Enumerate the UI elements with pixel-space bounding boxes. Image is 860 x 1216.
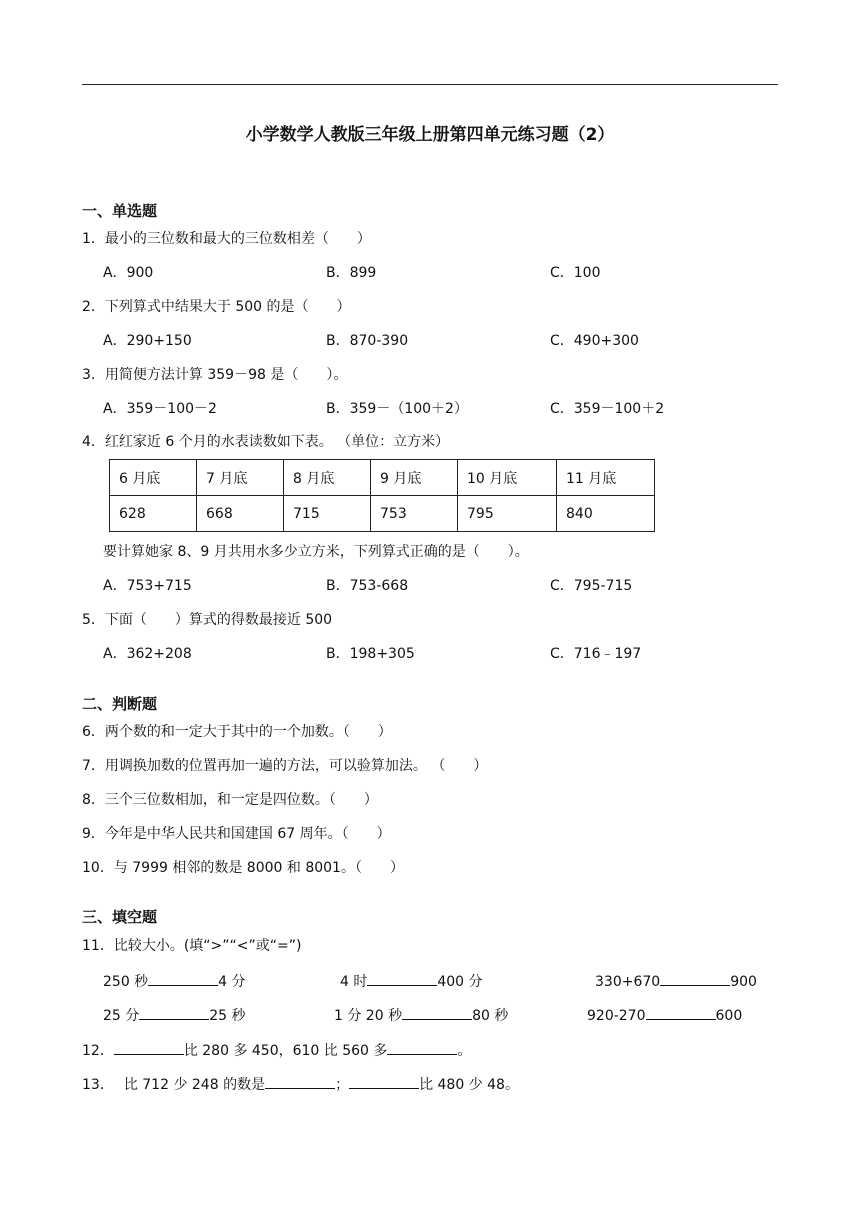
question-9: 9．今年是中华人民共和国建国 67 周年。（ ） bbox=[82, 826, 391, 842]
comparison-right: 600 bbox=[715, 1008, 743, 1024]
table-cell: 795 bbox=[458, 496, 557, 532]
question-2-option-b: B．870-390 bbox=[326, 333, 409, 349]
question-5-option-a: A．362+208 bbox=[103, 646, 192, 662]
question-7: 7．用调换加数的位置再加一遍的方法，可以验算加法。 （ ） bbox=[82, 758, 488, 774]
question-5-stem: 5．下面（ ）算式的得数最接近 500 bbox=[82, 612, 333, 628]
question-12-text: 比 280 多 450，610 比 560 多 bbox=[183, 1043, 388, 1059]
table-cell: 628 bbox=[110, 496, 197, 532]
comparison-right: 25 秒 bbox=[209, 1008, 246, 1024]
comparison-left: 920-270 bbox=[587, 1008, 646, 1024]
header-rule bbox=[82, 84, 778, 85]
answer-blank[interactable] bbox=[660, 971, 730, 986]
table-header-cell: 9 月底 bbox=[371, 460, 458, 496]
question-13 bbox=[82, 1074, 519, 1094]
comparison-item bbox=[103, 1005, 246, 1025]
question-1-option-a: A．900 bbox=[103, 265, 154, 281]
section-heading-fill-blank: 三、填空题 bbox=[82, 908, 158, 926]
section-heading-true-false: 二、判断题 bbox=[82, 695, 158, 713]
question-number: 13． bbox=[82, 1077, 114, 1093]
table-cell: 840 bbox=[557, 496, 655, 532]
answer-blank[interactable] bbox=[646, 1005, 716, 1020]
comparison-item bbox=[595, 971, 757, 991]
answer-blank[interactable] bbox=[402, 1005, 472, 1020]
water-meter-table bbox=[109, 459, 655, 532]
question-1-option-b: B．899 bbox=[326, 265, 377, 281]
table-row bbox=[110, 496, 655, 532]
question-13-text: 比 712 少 248 的数是 bbox=[123, 1077, 266, 1093]
question-1-option-c: C．100 bbox=[550, 265, 601, 281]
answer-blank[interactable] bbox=[148, 971, 218, 986]
question-4-stem: 4．红红家近 6 个月的水表读数如下表。 （单位：立方米） bbox=[82, 434, 450, 450]
question-13-end: 比 480 少 48。 bbox=[419, 1077, 519, 1093]
question-11-stem: 11．比较大小。(填“>”“<”或“=”) bbox=[82, 938, 302, 954]
question-12 bbox=[82, 1040, 471, 1060]
table-header-cell: 6 月底 bbox=[110, 460, 197, 496]
question-5-option-b: B．198+305 bbox=[326, 646, 415, 662]
question-3-option-b: B．359－（100＋2） bbox=[326, 401, 468, 417]
table-header-cell: 10 月底 bbox=[458, 460, 557, 496]
comparison-item bbox=[334, 1005, 508, 1025]
question-13-separator: ； bbox=[335, 1077, 350, 1093]
table-header-row bbox=[110, 460, 655, 496]
question-3-stem: 3．用简便方法计算 359－98 是（ ）。 bbox=[82, 367, 348, 383]
table-cell: 668 bbox=[197, 496, 284, 532]
page-title: 小学数学人教版三年级上册第四单元练习题（2） bbox=[245, 125, 615, 145]
table-cell: 753 bbox=[371, 496, 458, 532]
question-2-option-c: C．490+300 bbox=[550, 333, 639, 349]
table-cell: 715 bbox=[284, 496, 371, 532]
comparison-right: 400 分 bbox=[437, 974, 483, 990]
question-3-option-a: A．359－100－2 bbox=[103, 401, 217, 417]
answer-blank[interactable] bbox=[265, 1074, 335, 1089]
question-number: 12． bbox=[82, 1043, 114, 1059]
answer-blank[interactable] bbox=[139, 1005, 209, 1020]
table-header-cell: 8 月底 bbox=[284, 460, 371, 496]
answer-blank[interactable] bbox=[114, 1040, 184, 1055]
question-12-end: 。 bbox=[457, 1043, 472, 1059]
question-1-stem: 1．最小的三位数和最大的三位数相差（ ） bbox=[82, 231, 371, 247]
table-header-cell: 11 月底 bbox=[557, 460, 655, 496]
comparison-item bbox=[587, 1005, 742, 1025]
comparison-left: 25 分 bbox=[103, 1008, 140, 1024]
table-header-cell: 7 月底 bbox=[197, 460, 284, 496]
section-heading-single-choice: 一、单选题 bbox=[82, 202, 158, 220]
question-4-option-a: A．753+715 bbox=[103, 578, 192, 594]
comparison-left: 330+670 bbox=[595, 974, 661, 990]
comparison-right: 80 秒 bbox=[472, 1008, 509, 1024]
comparison-right: 4 分 bbox=[218, 974, 246, 990]
question-2-option-a: A．290+150 bbox=[103, 333, 192, 349]
comparison-left: 1 分 20 秒 bbox=[334, 1008, 403, 1024]
answer-blank[interactable] bbox=[349, 1074, 419, 1089]
question-6: 6．两个数的和一定大于其中的一个加数。（ ） bbox=[82, 724, 392, 740]
answer-blank[interactable] bbox=[387, 1040, 457, 1055]
answer-blank[interactable] bbox=[367, 971, 437, 986]
comparison-right: 900 bbox=[730, 974, 757, 990]
question-4-followup: 要计算她家 8、9 月共用水多少立方米，下列算式正确的是（ ）。 bbox=[103, 544, 529, 560]
comparison-item bbox=[340, 971, 483, 991]
question-2-stem: 2．下列算式中结果大于 500 的是（ ） bbox=[82, 299, 351, 315]
question-4-option-b: B．753-668 bbox=[326, 578, 409, 594]
comparison-left: 4 时 bbox=[340, 974, 368, 990]
comparison-left: 250 秒 bbox=[103, 974, 149, 990]
question-5-option-c: C．716﹣197 bbox=[550, 646, 642, 662]
question-4-option-c: C．795-715 bbox=[550, 578, 633, 594]
question-3-option-c: C．359－100＋2 bbox=[550, 401, 665, 417]
comparison-item bbox=[103, 971, 246, 991]
question-8: 8．三个三位数相加，和一定是四位数。（ ） bbox=[82, 792, 378, 808]
question-10: 10．与 7999 相邻的数是 8000 和 8001。（ ） bbox=[82, 860, 404, 876]
